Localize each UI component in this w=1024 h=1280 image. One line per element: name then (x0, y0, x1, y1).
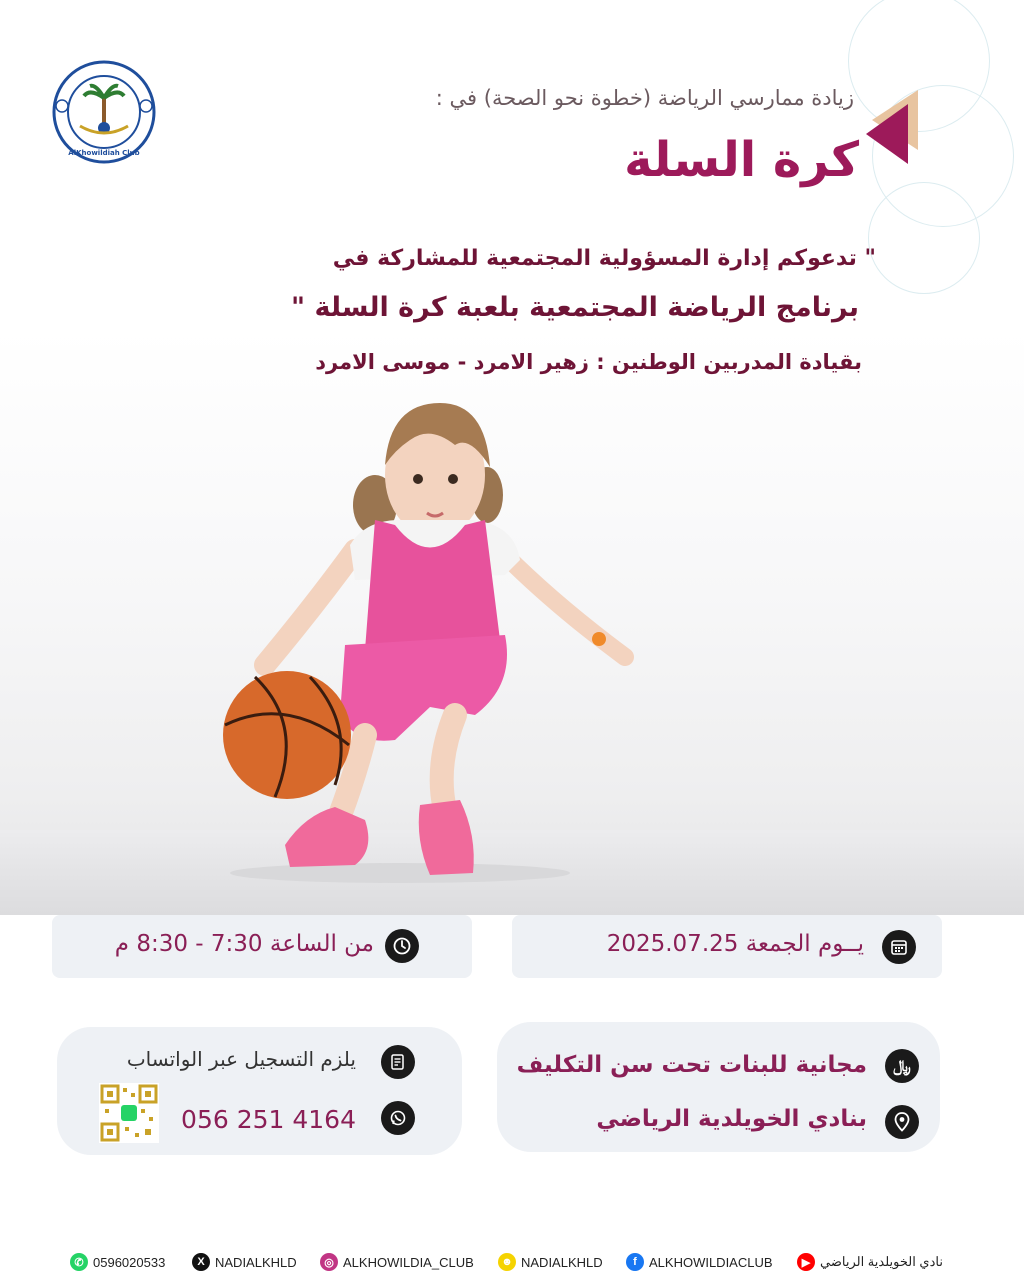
registration-note: يلزم التسجيل عبر الواتساب (126, 1047, 356, 1071)
details-card (497, 1022, 940, 1152)
logo-text: AlKhowildiah Club (68, 149, 140, 157)
footer-whatsapp[interactable] (70, 1252, 165, 1272)
page-title: كرة السلة (624, 132, 859, 188)
girl-dribbling-basketball-image (215, 395, 675, 890)
decorative-circle (868, 182, 980, 294)
header-subtitle: زيادة ممارسي الرياضة (خطوة نحو الصحة) في : (435, 86, 854, 110)
instagram-icon: ◎ (320, 1253, 338, 1271)
phone-number[interactable]: 056 251 4164 (181, 1105, 356, 1134)
footer-label: نادي الخويلدية الرياضي (820, 1254, 943, 1269)
invitation-line-1: " تدعوكم إدارة المسؤولية المجتمعية للمشاركة في (332, 246, 876, 271)
x-icon: X (192, 1253, 210, 1271)
footer-label: NADIALKHLD (521, 1254, 603, 1270)
footer-x[interactable] (192, 1252, 297, 1272)
riyal-icon: ﷼ (885, 1049, 919, 1083)
facebook-icon: f (626, 1253, 644, 1271)
footer-label: 0596020533 (93, 1254, 166, 1270)
header-arrow-icon (862, 88, 922, 168)
invitation-line-2: برنامج الرياضة المجتمعية بلعبة كرة السلة " (291, 292, 859, 323)
clock-icon (385, 929, 419, 963)
whatsapp-icon: ✆ (70, 1253, 88, 1271)
date-text: يــوم الجمعة 2025.07.25 (606, 931, 864, 957)
footer-snapchat[interactable] (498, 1252, 603, 1272)
invitation-line-3: بقيادة المدربين الوطنين : زهير الامرد - موسى الامرد (315, 350, 862, 374)
registration-card (57, 1027, 462, 1155)
footer-youtube[interactable] (797, 1252, 943, 1272)
youtube-icon: ▶ (797, 1253, 815, 1271)
footer-label: ALKHOWILDIACLUB (649, 1254, 773, 1270)
free-entry-text: مجانية للبنات تحت سن التكليف (516, 1052, 867, 1078)
location-text: بنادي الخويلدية الرياضي (596, 1106, 867, 1132)
footer-instagram[interactable] (320, 1252, 474, 1272)
date-card (512, 915, 942, 978)
time-text: من الساعة 7:30 - 8:30 م (114, 931, 374, 957)
snapchat-icon: ☻ (498, 1253, 516, 1271)
time-card (52, 915, 472, 978)
footer-label: NADIALKHLD (215, 1254, 297, 1270)
club-logo (50, 58, 158, 166)
whatsapp-icon (381, 1101, 415, 1135)
calendar-icon (882, 930, 916, 964)
form-icon (381, 1045, 415, 1079)
qr-code[interactable] (99, 1083, 159, 1143)
location-pin-icon (885, 1105, 919, 1139)
footer-label: ALKHOWILDIA_CLUB (343, 1254, 474, 1270)
footer-facebook[interactable] (626, 1252, 773, 1272)
